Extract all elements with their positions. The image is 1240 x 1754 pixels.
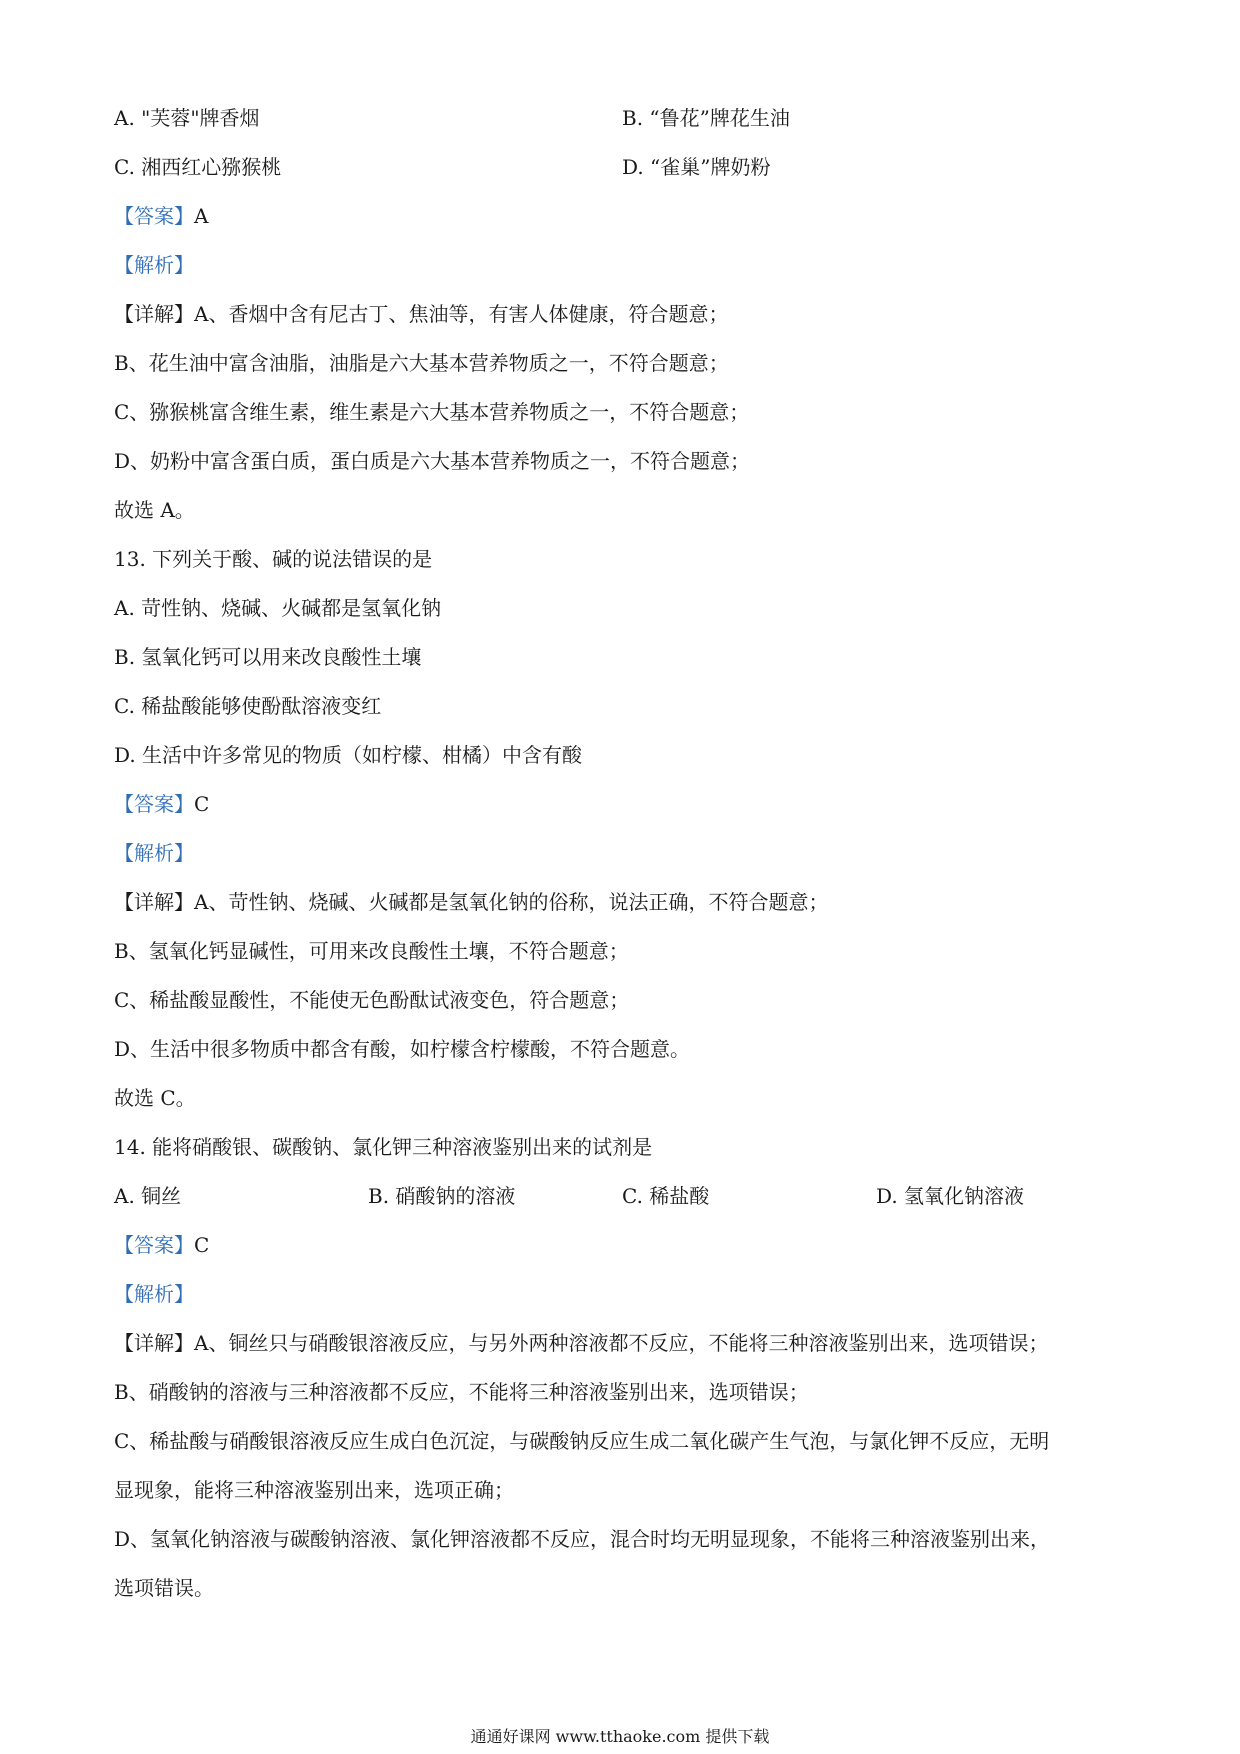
q12-analysis-label: 【解析】 [114, 253, 194, 277]
q12-option-d: D. “雀巢”牌奶粉 [622, 155, 771, 179]
q12-option-c: C. 湘西红心猕猴桃 [114, 155, 282, 179]
q12-detail-line: C、猕猴桃富含维生素，维生素是六大基本营养物质之一，不符合题意； [114, 400, 750, 424]
q13-option-a: A. 苛性钠、烧碱、火碱都是氢氧化钠 [114, 596, 442, 620]
q14-option-a: A. 铜丝 [114, 1184, 182, 1208]
q12-option-a: A. "芙蓉"牌香烟 [114, 106, 260, 130]
q12-answer [114, 202, 208, 230]
q14-detail-line: 【详解】A、铜丝只与硝酸银溶液反应，与另外两种溶液都不反应，不能将三种溶液鉴别出来，选项错误； [114, 1331, 1049, 1355]
q13-option-b: B. 氢氧化钙可以用来改良酸性土壤 [114, 645, 422, 669]
q12-answer-label: 【答案】 [114, 204, 194, 228]
q13-answer [114, 790, 209, 818]
q13-detail-line: 【详解】A、苛性钠、烧碱、火碱都是氢氧化钠的俗称，说法正确，不符合题意； [114, 890, 829, 914]
q14-answer [114, 1231, 209, 1259]
q13-option-d: D. 生活中许多常见的物质（如柠檬、柑橘）中含有酸 [114, 743, 583, 767]
q14-answer-value: C [194, 1233, 210, 1257]
q12-detail-line: B、花生油中富含油脂，油脂是六大基本营养物质之一，不符合题意； [114, 351, 729, 375]
q14-detail-line: 选项错误。 [114, 1576, 214, 1600]
q12-detail-line: 【详解】A、香烟中含有尼古丁、焦油等，有害人体健康，符合题意； [114, 302, 729, 326]
q12-conclusion: 故选 A。 [114, 498, 195, 522]
q14-answer-label: 【答案】 [114, 1233, 194, 1257]
q14-stem: 14. 能将硝酸银、碳酸钠、氯化钾三种溶液鉴别出来的试剂是 [114, 1135, 653, 1159]
q14-detail-line: B、硝酸钠的溶液与三种溶液都不反应，不能将三种溶液鉴别出来，选项错误； [114, 1380, 809, 1404]
q13-conclusion: 故选 C。 [114, 1086, 196, 1110]
q13-answer-value: C [194, 792, 210, 816]
q13-option-c: C. 稀盐酸能够使酚酞溶液变红 [114, 694, 382, 718]
q14-detail-line: 显现象，能将三种溶液鉴别出来，选项正确； [114, 1478, 514, 1502]
q14-option-d: D. 氢氧化钠溶液 [876, 1184, 1025, 1208]
q13-detail-line: B、氢氧化钙显碱性，可用来改良酸性土壤，不符合题意； [114, 939, 629, 963]
q12-option-b: B. “鲁花”牌花生油 [622, 106, 790, 130]
q14-detail-line: D、氢氧化钠溶液与碳酸钠溶液、氯化钾溶液都不反应，混合时均无明显现象，不能将三种溶液鉴别出来， [114, 1527, 1051, 1551]
q14-detail-line: C、稀盐酸与硝酸银溶液反应生成白色沉淀，与碳酸钠反应生成二氧化碳产生气泡，与氯化钾不反应，无明 [114, 1429, 1050, 1453]
q13-stem: 13. 下列关于酸、碱的说法错误的是 [114, 547, 433, 571]
q12-detail-line: D、奶粉中富含蛋白质，蛋白质是六大基本营养物质之一，不符合题意； [114, 449, 751, 473]
q14-option-c: C. 稀盐酸 [622, 1184, 710, 1208]
q13-analysis-label: 【解析】 [114, 841, 194, 865]
q14-option-b: B. 硝酸钠的溶液 [368, 1184, 516, 1208]
q14-analysis-label: 【解析】 [114, 1282, 194, 1306]
q13-detail-line: C、稀盐酸显酸性，不能使无色酚酞试液变色，符合题意； [114, 988, 630, 1012]
q13-answer-label: 【答案】 [114, 792, 194, 816]
q13-detail-line: D、生活中很多物质中都含有酸，如柠檬含柠檬酸，不符合题意。 [114, 1037, 691, 1061]
q12-answer-value: A [194, 204, 209, 228]
page-footer: 通通好课网 www.tthaoke.com 提供下载 [470, 1727, 770, 1746]
